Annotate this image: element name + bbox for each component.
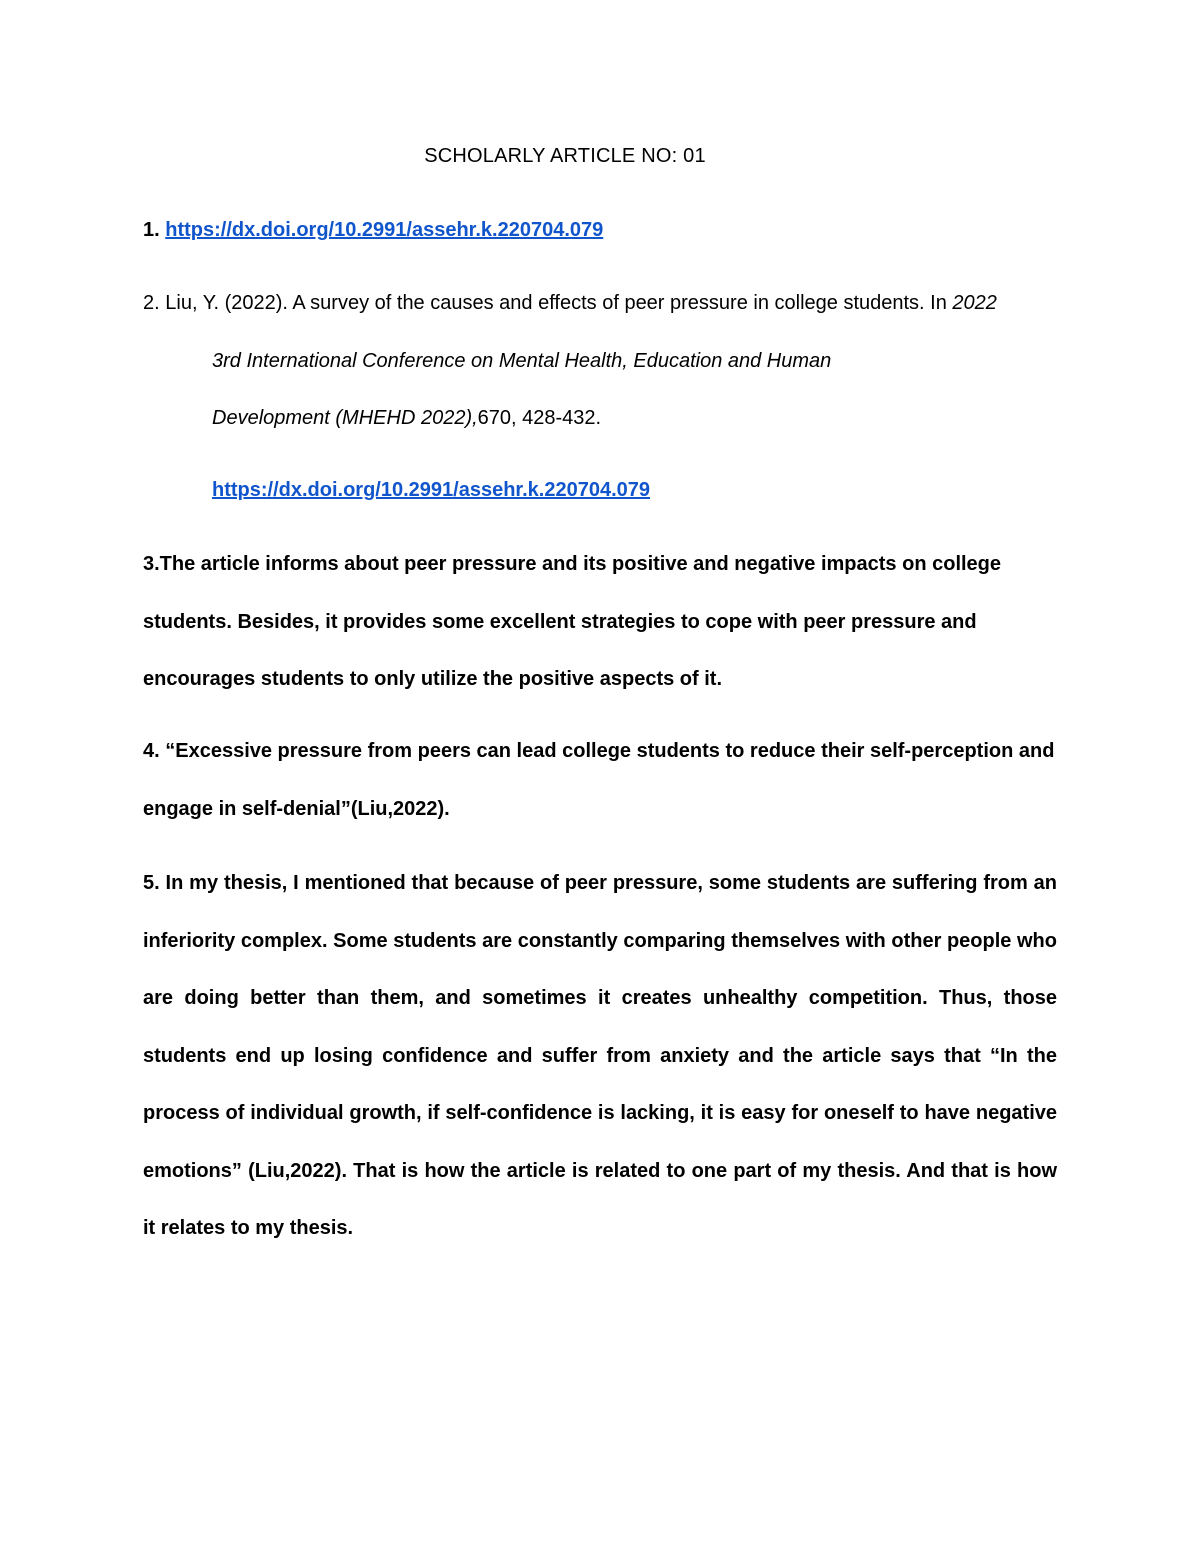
item-4-line: engage in self-denial”(Liu,2022). bbox=[143, 797, 450, 820]
item-2-pages: 670, 428-432. bbox=[477, 407, 602, 429]
item-2-line-1 bbox=[143, 290, 997, 316]
item-5-line: process of individual growth, if self-confidence is lacking, it is easy for oneself to have negative bbox=[143, 1102, 1057, 1124]
item-5-line: inferiority complex. Some students are constantly comparing themselves with other people who bbox=[143, 929, 1057, 952]
item-5-line: students end up losing confidence and suffer from anxiety and the article says that “In the bbox=[143, 1044, 1057, 1067]
item-3-line: encourages students to only utilize the positive aspects of it. bbox=[143, 668, 722, 690]
item-2-line-2: 3rd International Conference on Mental Health, Education and Human bbox=[212, 350, 832, 372]
item-3-line: 3.The article informs about peer pressure and its positive and negative impacts on college bbox=[143, 553, 1002, 575]
item-2-line-4 bbox=[212, 477, 650, 503]
item-2-doi-link[interactable]: https://dx.doi.org/10.2991/assehr.k.220704.079 bbox=[212, 479, 651, 501]
item-5-paragraph bbox=[143, 855, 1057, 1258]
item-3-line: students. Besides, it provides some excellent strategies to cope with peer pressure and bbox=[143, 610, 977, 633]
item-1-doi-link[interactable]: https://dx.doi.org/10.2991/assehr.k.220704.079 bbox=[165, 219, 604, 241]
item-5-line: it relates to my thesis. bbox=[143, 1217, 354, 1239]
item-1-number: 1. bbox=[143, 219, 160, 241]
item-3-paragraph bbox=[143, 536, 1057, 709]
item-2-number: 2. bbox=[143, 292, 160, 314]
item-5-line: are doing better than them, and sometimes it creates unhealthy competition. Thus, those bbox=[143, 987, 1057, 1009]
item-2-line-3 bbox=[212, 405, 601, 431]
document-title: SCHOLARLY ARTICLE NO: 01 bbox=[424, 145, 706, 167]
item-4-line: 4. “Excessive pressure from peers can lead college students to reduce their self-perception and bbox=[143, 740, 1055, 762]
item-2-citation-text: Liu, Y. (2022). A survey of the causes and effects of peer pressure in college students. In bbox=[165, 292, 953, 314]
item-5-line: 5. In my thesis, I mentioned that because of peer pressure, some students are suffering from an bbox=[143, 872, 1057, 894]
item-2-conference-name: Development (MHEHD 2022), bbox=[212, 407, 478, 429]
item-5-line: emotions” (Liu,2022). That is how the article is related to one part of my thesis. And that is how bbox=[143, 1159, 1057, 1182]
item-1 bbox=[143, 217, 603, 243]
item-2-citation-year: 2022 bbox=[952, 292, 997, 314]
item-4-paragraph bbox=[143, 723, 1057, 838]
